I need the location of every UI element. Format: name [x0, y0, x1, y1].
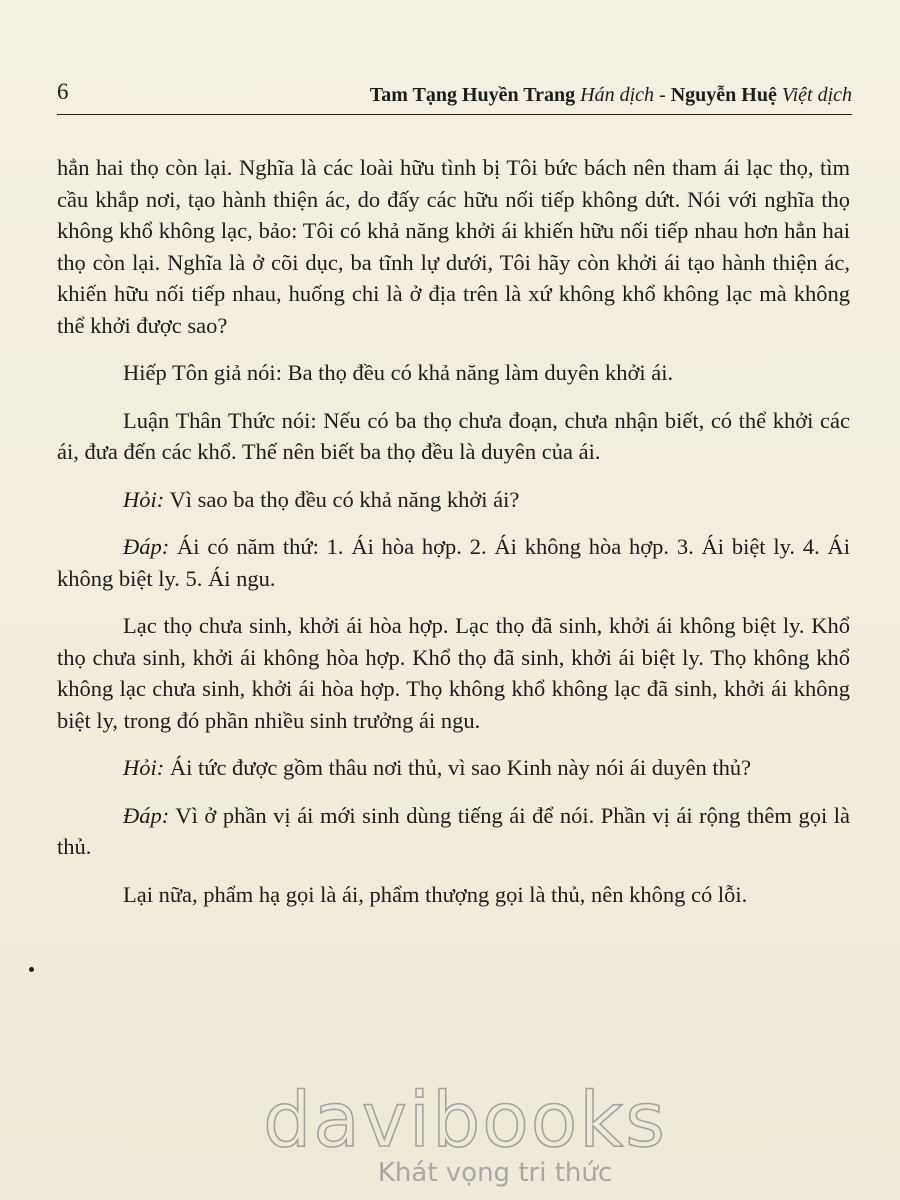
running-title — [370, 83, 852, 107]
question-label: Hỏi: — [123, 486, 165, 512]
paragraph-9: Lại nữa, phẩm hạ gọi là ái, phẩm thượng gọi là thủ, nên không có lỗi. — [123, 881, 748, 907]
paragraph-2: Hiếp Tôn giả nói: Ba thọ đều có khả năng làm duyên khởi ái. — [123, 360, 674, 385]
title-separator: - — [654, 84, 671, 106]
question-text: Ái tức được gồm thâu nơi thủ, vì sao Kinh này nói ái duyên thủ? — [164, 755, 752, 780]
answer-text: Ái có năm thứ: 1. Ái hòa hợp. 2. Ái không hòa hợp. 3. Ái biệt ly. 4. Ái không biệt ly. 5. Ái ngu. — [57, 534, 850, 591]
watermark-slogan: Khát vọng tri thức — [377, 1158, 613, 1188]
watermark — [255, 1075, 675, 1188]
paragraph-5 — [57, 531, 850, 594]
paragraph-4 — [57, 484, 850, 516]
question-text: Vì sao ba thọ đều có khả năng khởi ái? — [164, 486, 520, 512]
author-role: Hán dịch — [580, 84, 655, 106]
ink-speck — [29, 967, 34, 972]
paragraph-1: hẳn hai thọ còn lại. Nghĩa là các loài hữu tình bị Tôi bức bách nên tham ái lạc thọ, tìm cầu khắp nơi, tạo hành thiện ác, do đấy các hữu nối tiếp không dứt. Nói với nghĩa thọ không khổ không lạc, bảo: Tôi có khả năng khởi ái khiến hữu nối tiếp nhau hơn hẳn hai thọ còn lại. Nghĩa là ở cõi dục, ba tĩnh lự dưới, Tôi hãy còn khởi ái tạo hành thiện ác, khiến hữu nối tiếp nhau, huống chi là ở địa trên là xứ không khổ không lạc mà không thể khởi được sao? — [57, 155, 850, 338]
paragraph-8 — [57, 800, 850, 863]
answer-text: Vì ở phần vị ái mới sinh dùng tiếng ái để nói. Phần vị ái rộng thêm gọi là thủ. — [57, 802, 850, 859]
question-label: Hỏi: — [123, 755, 165, 780]
running-header — [57, 78, 852, 115]
body-text — [57, 152, 850, 926]
watermark-logo: davibooks — [263, 1075, 667, 1164]
translator-role: Việt dịch — [781, 84, 852, 106]
author-name: Tam Tạng Huyền Trang — [369, 84, 576, 106]
answer-label: Đáp: — [123, 802, 170, 828]
paragraph-6: Lạc thọ chưa sinh, khởi ái hòa hợp. Lạc thọ đã sinh, khởi ái không biệt ly. Khổ thọ chưa sinh, khởi ái không hòa hợp. Khổ thọ đã sinh, khởi ái biệt ly. Thọ không khổ không lạc chưa sinh, khởi ái hòa hợp. Thọ không khổ không lạc đã sinh, khởi ái không biệt ly, trong đó phần nhiều sinh trưởng ái ngu. — [57, 613, 850, 733]
page-number: 6 — [57, 79, 69, 104]
answer-label: Đáp: — [123, 534, 170, 559]
paragraph-7 — [57, 752, 850, 784]
translator-name: Nguyễn Huệ — [670, 84, 777, 106]
paragraph-3: Luận Thân Thức nói: Nếu có ba thọ chưa đoạn, chưa nhận biết, có thể khởi các ái, đưa đến các khổ. Thế nên biết ba thọ đều là duyên của ái. — [57, 407, 850, 464]
